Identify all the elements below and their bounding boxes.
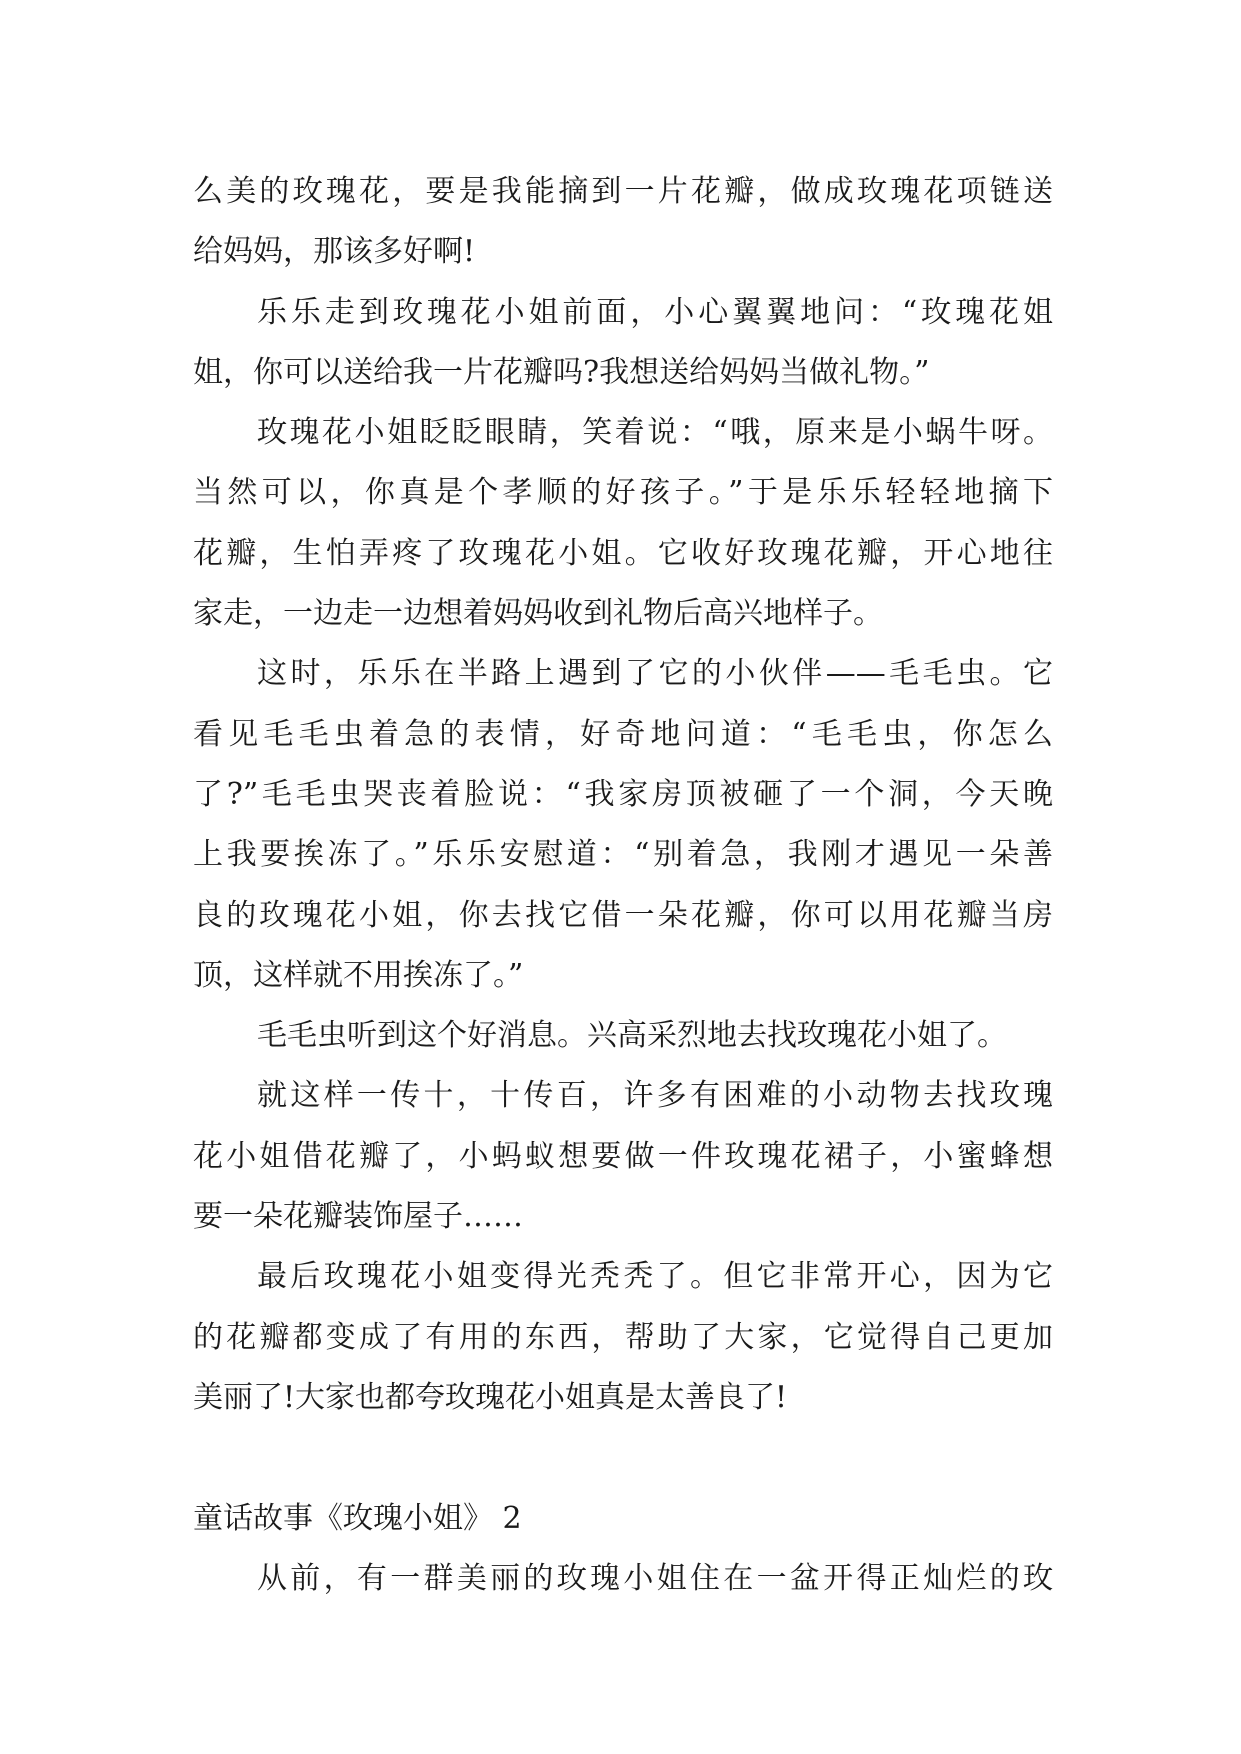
paragraph-line: 美丽了!大家也都夸玫瑰花小姐真是太善良了!: [193, 1379, 788, 1415]
paragraph-line: 玫瑰花小姐眨眨眼睛，笑着说：“哦，原来是小蜗牛呀。: [257, 415, 1053, 451]
paragraph-line: 毛毛虫听到这个好消息。兴高采烈地去找玫瑰花小姐了。: [257, 1018, 1007, 1054]
paragraph-line: 么美的玫瑰花，要是我能摘到一片花瓣，做成玫瑰花项链送: [193, 174, 1053, 209]
paragraph-line: 最后玫瑰花小姐变得光秃秃了。但它非常开心，因为它: [257, 1259, 1053, 1295]
paragraph-line: 看见毛毛虫着急的表情，好奇地问道：“毛毛虫，你怎么: [193, 716, 1053, 752]
paragraph-line: 就这样一传十，十传百，许多有困难的小动物去找玫瑰: [257, 1078, 1053, 1114]
paragraph-line: 这时，乐乐在半路上遇到了它的小伙伴——毛毛虫。它: [257, 656, 1053, 692]
paragraph-line: 了?”毛毛虫哭丧着脸说：“我家房顶被砸了一个洞，今天晚: [193, 776, 1053, 812]
paragraph-line: 给妈妈，那该多好啊!: [193, 234, 476, 270]
paragraph-line: 姐，你可以送给我一片花瓣吗?我想送给妈妈当做礼物。”: [193, 354, 930, 390]
section-heading: 童话故事《玫瑰小姐》 2: [193, 1500, 522, 1536]
paragraph-line: 从前，有一群美丽的玫瑰小姐住在一盆开得正灿烂的玫: [257, 1560, 1053, 1596]
section-gap: [193, 1428, 1053, 1488]
paragraph-line: 良的玫瑰花小姐，你去找它借一朵花瓣，你可以用花瓣当房: [193, 897, 1053, 933]
paragraph-line: 要一朵花瓣装饰屋子……: [193, 1199, 523, 1235]
story-text: [193, 162, 1053, 1609]
paragraph-line: 家走，一边走一边想着妈妈收到礼物后高兴地样子。: [193, 596, 883, 632]
paragraph-line: 花小姐借花瓣了，小蚂蚁想要做一件玫瑰花裙子，小蜜蜂想: [193, 1138, 1053, 1174]
paragraph-line: 花瓣，生怕弄疼了玫瑰花小姐。它收好玫瑰花瓣，开心地往: [193, 535, 1053, 571]
paragraph-line: 当然可以，你真是个孝顺的好孩子。”于是乐乐轻轻地摘下: [193, 475, 1053, 511]
paragraph-line: 上我要挨冻了。”乐乐安慰道：“别着急，我刚才遇见一朵善: [193, 837, 1053, 873]
paragraph-line: 乐乐走到玫瑰花小姐前面，小心翼翼地问：“玫瑰花姐: [257, 294, 1053, 330]
paragraph-line: 的花瓣都变成了有用的东西，帮助了大家，它觉得自己更加: [193, 1319, 1053, 1355]
paragraph-line: 顶，这样就不用挨冻了。”: [193, 957, 524, 993]
